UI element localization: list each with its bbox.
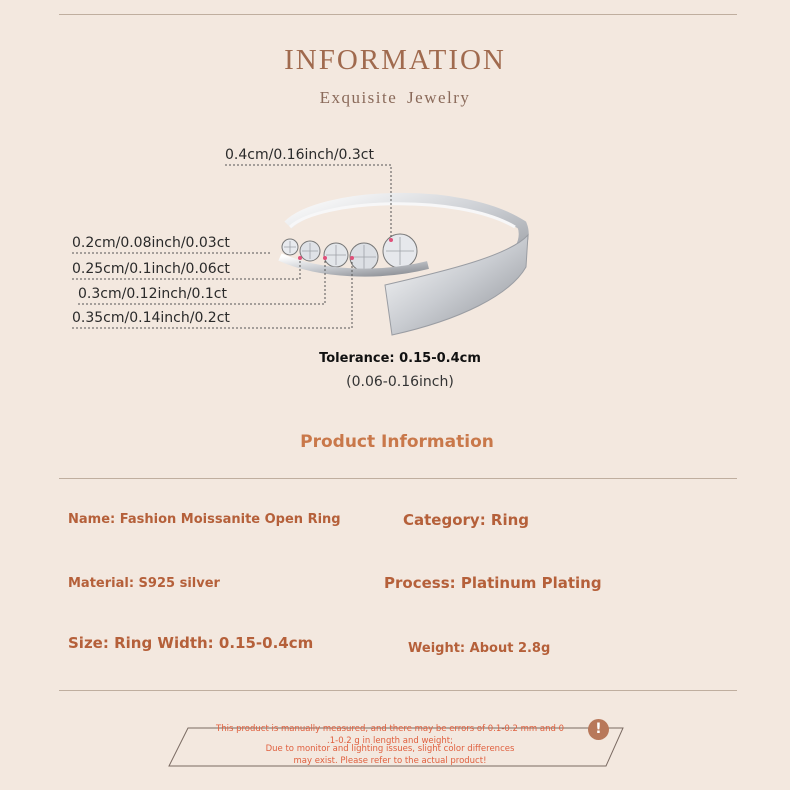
notice-line-3: Due to monitor and lighting issues, slight color differences bbox=[265, 744, 515, 754]
tolerance-inch-label: (0.06-0.16inch) bbox=[346, 374, 454, 390]
product-process: Process: Platinum Plating bbox=[384, 574, 602, 592]
notice-line-1: This product is manually measured, and there may be errors of 0.1-0.2 mm and 0 bbox=[216, 724, 564, 734]
product-info-title: Product Information bbox=[300, 432, 494, 452]
page-title: INFORMATION bbox=[284, 44, 506, 76]
product-size: Size: Ring Width: 0.15-0.4cm bbox=[68, 634, 314, 652]
notice-line-4: may exist. Please refer to the actual product! bbox=[293, 756, 487, 766]
dimension-row2-label: 0.25cm/0.1inch/0.06ct bbox=[72, 261, 230, 277]
product-name: Name: Fashion Moissanite Open Ring bbox=[68, 512, 341, 527]
dimension-row4-label: 0.35cm/0.14inch/0.2ct bbox=[72, 310, 230, 326]
notice-line-2: .1-0.2 g in length and weight; bbox=[327, 736, 453, 746]
tolerance-label: Tolerance: 0.15-0.4cm bbox=[319, 351, 481, 366]
dimension-row3-label: 0.3cm/0.12inch/0.1ct bbox=[78, 286, 227, 302]
product-material: Material: S925 silver bbox=[68, 576, 220, 591]
page-subtitle: Exquisite Jewelry bbox=[319, 88, 471, 107]
product-weight: Weight: About 2.8g bbox=[408, 641, 551, 656]
bottom-divider bbox=[59, 690, 737, 691]
section-divider bbox=[59, 478, 737, 479]
exclamation-icon: ! bbox=[588, 719, 609, 740]
dimension-row1-label: 0.2cm/0.08inch/0.03ct bbox=[72, 235, 230, 251]
product-category: Category: Ring bbox=[403, 511, 530, 529]
dimension-top-label: 0.4cm/0.16inch/0.3ct bbox=[225, 147, 374, 163]
